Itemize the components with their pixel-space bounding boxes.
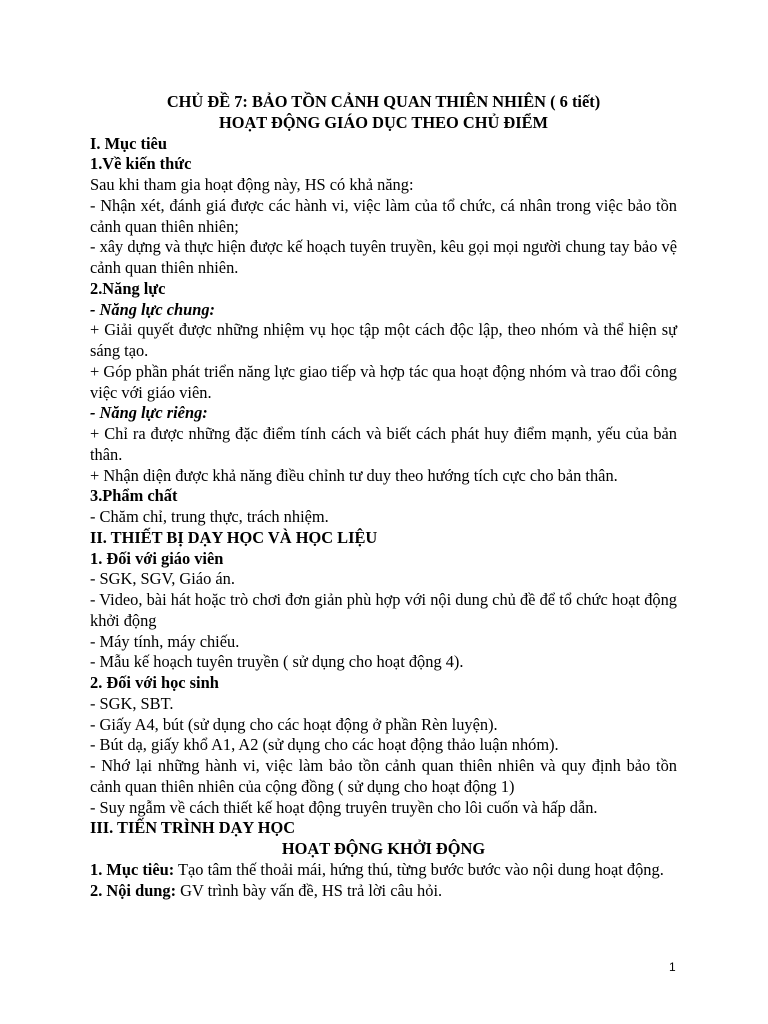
paragraph: + Giải quyết được những nhiệm vụ học tập một cách độc lập, theo nhóm và thể hiện sự sáng tạo. [90, 320, 677, 360]
paragraph: - SGK, SGV, Giáo án. [90, 569, 235, 589]
paragraph [90, 860, 677, 881]
subsection-heading: 2. Đối với học sinh [90, 673, 219, 692]
label: 1. Mục tiêu: [90, 859, 175, 879]
paragraph-text: GV trình bày vấn đề, HS trả lời câu hỏi. [176, 880, 443, 900]
subsection-heading: 2.Năng lực [90, 278, 166, 298]
paragraph: + Chỉ ra được những đặc điểm tính cách và biết cách phát huy điểm mạnh, yếu của bản thân. [90, 424, 677, 464]
paragraph: - Nhận xét, đánh giá được các hành vi, việc làm của tổ chức, cá nhân trong việc bảo tồn cảnh quan thiên nhiên; [90, 195, 677, 236]
paragraph: Sau khi tham gia hoạt động này, HS có khả năng: [90, 175, 414, 194]
subsection-heading: 1. Đối với giáo viên [90, 548, 224, 568]
label: 2. Nội dung: [90, 880, 177, 900]
paragraph: + Góp phần phát triển năng lực giao tiếp và hợp tác qua hoạt động nhóm và trao đổi công việc với giáo viên. [90, 361, 677, 402]
paragraph: - xây dựng và thực hiện được kế hoạch tuyên truyền, kêu gọi mọi người chung tay bảo vệ cảnh quan thiên nhiên. [90, 237, 677, 277]
subsection-heading: 3.Phẩm chất [90, 486, 178, 506]
paragraph-text: Tạo tâm thế thoải mái, hứng thú, từng bước bước vào nội dung hoạt động. [174, 859, 664, 879]
activity-title: HOẠT ĐỘNG KHỞI ĐỘNG [281, 839, 486, 858]
paragraph [90, 881, 677, 902]
paragraph: - Chăm chỉ, trung thực, trách nhiệm. [90, 507, 329, 526]
paragraph: - Mẫu kế hoạch tuyên truyền ( sử dụng cho hoạt động 4). [90, 652, 464, 672]
section-heading: I. Mục tiêu [90, 133, 167, 153]
paragraph: - Máy tính, máy chiếu. [90, 631, 240, 651]
paragraph: + Nhận diện được khả năng điều chỉnh tư duy theo hướng tích cực cho bản thân. [90, 465, 618, 485]
paragraph: - Bút dạ, giấy khổ A1, A2 (sử dụng cho các hoạt động thảo luận nhóm). [90, 735, 559, 755]
page-number: 1 [669, 960, 676, 974]
paragraph: - Giấy A4, bút (sử dụng cho các hoạt động ở phần Rèn luyện). [90, 714, 498, 734]
section-heading: III. TIẾN TRÌNH DẠY HỌC [90, 818, 296, 838]
paragraph: - Suy ngẫm về cách thiết kế hoạt động truyên truyền cho lôi cuốn và hấp dẫn. [90, 797, 598, 817]
section-heading: II. THIẾT BỊ DẠY HỌC VÀ HỌC LIỆU [90, 527, 378, 547]
paragraph: - SGK, SBT. [90, 693, 174, 713]
document-page [90, 92, 677, 901]
document-subtitle: HOẠT ĐỘNG GIÁO DỤC THEO CHỦ ĐIỂM [218, 112, 549, 132]
italic-subheading: - Năng lực chung: [90, 299, 216, 319]
paragraph: - Nhớ lại những hành vi, việc làm bảo tồn cảnh quan thiên nhiên và quy định bảo tồn cảnh quan thiên nhiên của cộng đồng ( sử dụng cho hoạt động 1) [90, 756, 677, 796]
italic-subheading: - Năng lực riêng: [90, 403, 208, 423]
document-title: CHỦ ĐỀ 7: BẢO TỒN CẢNH QUAN THIÊN NHIÊN ( 6 tiết) [166, 92, 601, 111]
subsection-heading: 1.Về kiến thức [90, 154, 192, 174]
paragraph: - Video, bài hát hoặc trò chơi đơn giản phù hợp với nội dung chủ đề để tổ chức hoạt động khởi động [90, 590, 677, 630]
